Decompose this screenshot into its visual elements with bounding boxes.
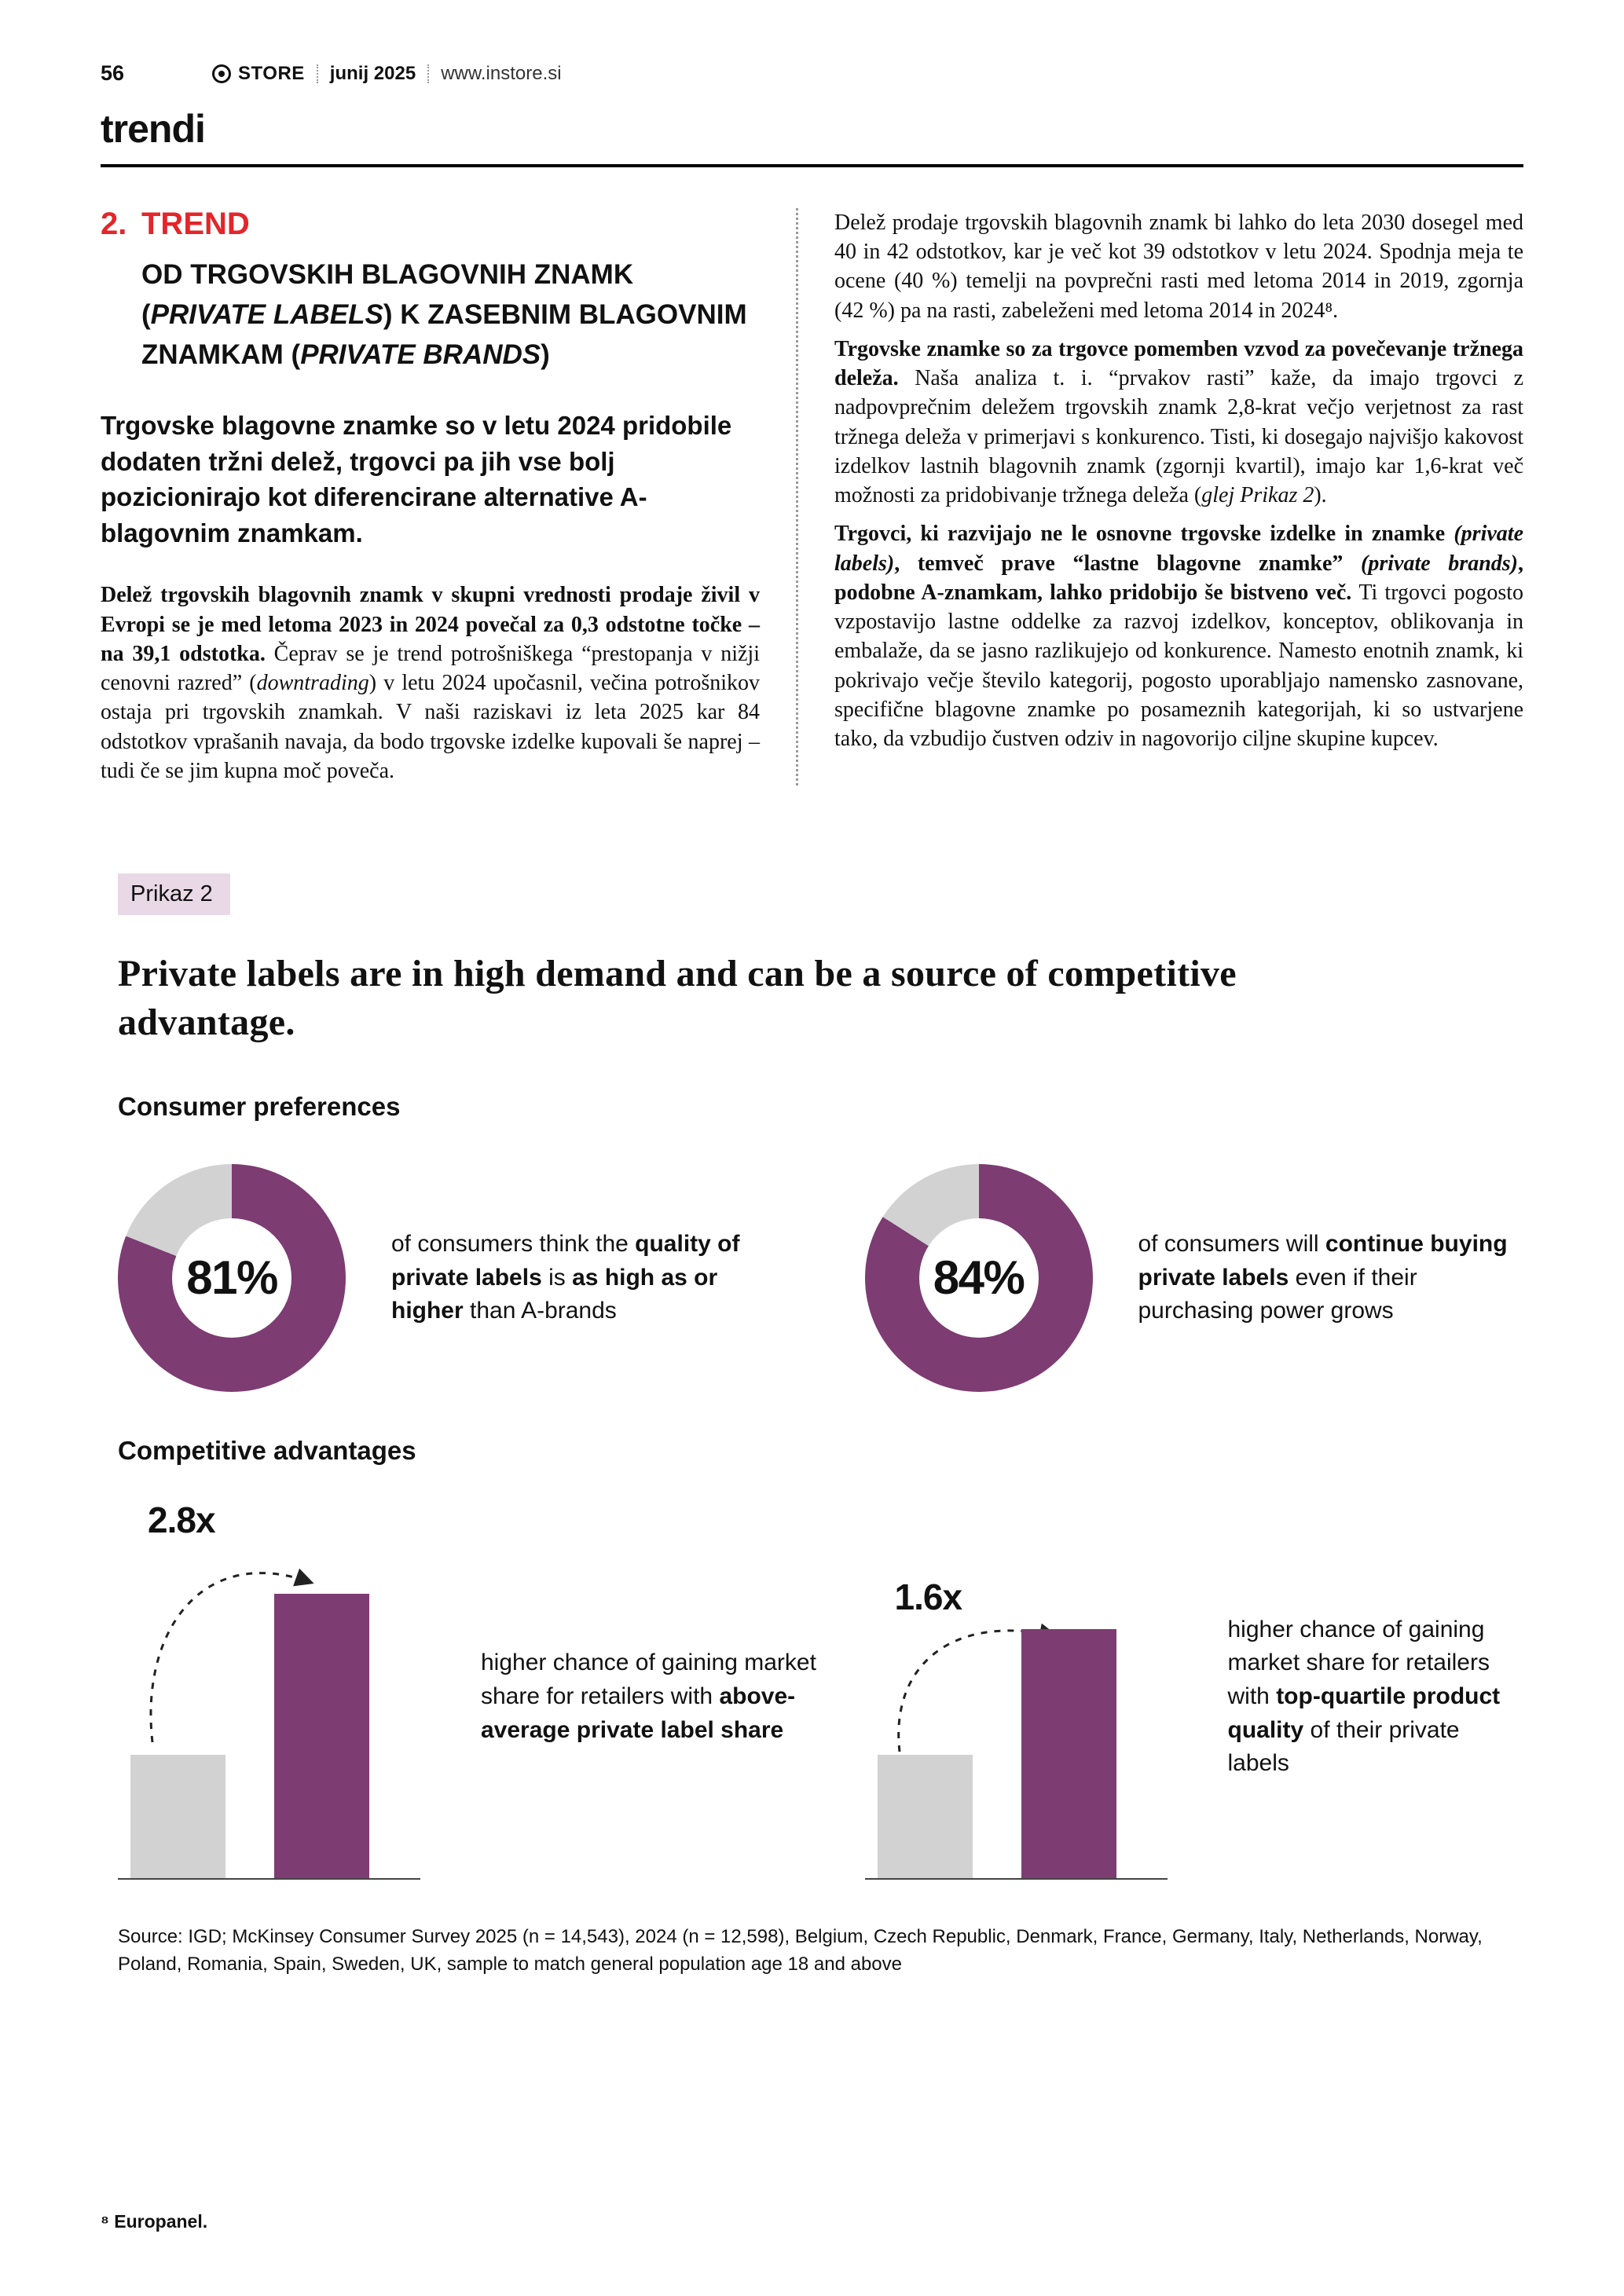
- donut-81-value: 81%: [186, 1251, 277, 1305]
- article-paragraph-left: [101, 580, 760, 785]
- bar-group-1-6x: [865, 1499, 1187, 1880]
- exhibit-prikaz-2: [101, 873, 1523, 1978]
- section-rule: [101, 164, 1523, 167]
- donut-81-caption: [391, 1228, 788, 1328]
- header-divider: [427, 64, 429, 83]
- article-headline: [141, 255, 760, 375]
- source-note: Source: IGD; McKinsey Consumer Survey 2025 (n = 14,543), 2024 (n = 12,598), Belgium, Czech Republic, Denmark, France, Germany, Italy, Netherlands, Norway, Poland, Romania, Spain, Sweden, UK, sample to match general population age 18 and above: [118, 1925, 1483, 1975]
- donut-81-hole: [172, 1218, 291, 1338]
- text-run: continue buying private labels: [1138, 1230, 1508, 1291]
- text-run: higher chance of gaining market share for retailers with: [1227, 1616, 1490, 1709]
- text-run: PRIVATE BRANDS: [300, 339, 541, 370]
- text-run: ): [541, 339, 550, 370]
- section-title: trendi: [101, 107, 205, 151]
- donut-84-ring: [865, 1164, 1093, 1392]
- bar-chart-row: [118, 1499, 1523, 1880]
- bar-chart-1-6x: [821, 1499, 1524, 1880]
- trend-word: TREND: [141, 207, 250, 241]
- article-left-column: [101, 208, 796, 785]
- text-run: (private labels): [834, 522, 1523, 576]
- exhibit-tag: Prikaz 2: [118, 873, 230, 915]
- text-run: (private brands): [1361, 551, 1518, 576]
- bar-baseline: [865, 1629, 1168, 1880]
- masthead: [212, 63, 305, 85]
- text-run: , temveč prave “lastne blagovne znamke”: [894, 551, 1362, 576]
- website-url[interactable]: www.instore.si: [441, 62, 562, 84]
- exhibit-title: Private labels are in high demand and can be a source of competitive advantage.: [118, 953, 1237, 1044]
- text-run: Čeprav se je trend potrošniškega “prestopanja v nižji cenovni razred” (: [101, 641, 760, 696]
- text-run: Delež prodaje trgovskih blagovnih znamk bi lahko do leta 2030 dosegel med 40 in 42 odstotkov, kar je več kot 39 odstotkov v letu 2024. Spodnja meja te ocene (40 %) temelji na povprečni rasti med letoma 2014 in 2019, zgornja (42 %) pa na rasti, zabeleženi med letoma 2014 in 2024⁸.: [834, 211, 1523, 323]
- text-run: glej Prikaz 2: [1201, 483, 1314, 508]
- page-header: [101, 61, 1523, 86]
- text-run: of consumers think the: [391, 1230, 636, 1257]
- donut-84-value: 84%: [933, 1251, 1025, 1305]
- bar-chart-2-8x: [118, 1499, 821, 1880]
- text-run: quality of private labels: [391, 1230, 740, 1291]
- text-run: of consumers will: [1138, 1230, 1325, 1257]
- text-run: than A-brands: [463, 1298, 617, 1324]
- bar-2-8x-value: 2.8x: [148, 1499, 215, 1540]
- text-run: Trgovske znamke so za trgovce pomemben vzvod za povečevanje tržnega deleža.: [834, 336, 1523, 391]
- bar-1-6x-value: 1.6x: [894, 1576, 962, 1617]
- text-run: higher chance of gaining market share for retailers with: [481, 1650, 816, 1709]
- bar-average: [878, 1755, 973, 1878]
- bar-above-average: [274, 1594, 369, 1878]
- donut-chart-row: [118, 1164, 1523, 1392]
- masthead-name: STORE: [238, 62, 305, 84]
- text-run: Naša analiza t. i. “prvakov rasti” kaže, da imajo trgovci z nadpovprečnim deležem trgovskih znamk 2,8-krat večjo verjetnost za rast tržnega deleža v primerjavi s konkurenco. Tisti, ki dosegajo najvišjo kakovost izdelkov lastnih blagovnih znamk (zgornji kvartil), imajo kar 1,6-krat več možnosti za pridobivanje tržnega deleža (: [834, 366, 1523, 508]
- article-paragraph-right-1: [834, 208, 1523, 325]
- text-run: as high as or higher: [391, 1264, 718, 1324]
- text-run: downtrading: [256, 671, 369, 696]
- trend-number: 2.: [101, 207, 127, 241]
- donut-chart-81: [118, 1164, 821, 1392]
- text-run: , podobne A-znamkam, lahko pridobijo še bistveno več.: [834, 551, 1523, 605]
- consumer-preferences-heading: Consumer preferences: [118, 1091, 401, 1121]
- bar-baseline: [118, 1594, 420, 1880]
- donut-84-hole: [919, 1218, 1039, 1338]
- text-run: ) v letu 2024 upočasnil, večina potrošnikov ostaja pri trgovskih znamkah. V naši raziskavi iz leta 2025 kar 84 odstotkov vprašanih navaja, da bodo trgovske izdelke kupovali še naprej – tudi če se jim kupna moč poveča.: [101, 671, 760, 783]
- article-standfirst: Trgovske blagovne znamke so v letu 2024 pridobile dodaten tržni delež, trgovci pa jih vse bolj pozicionirajo kot diferencirane alternative A-blagovnim znamkam.: [101, 411, 732, 547]
- header-divider: [317, 64, 318, 83]
- page-number: 56: [101, 61, 125, 85]
- article-paragraph-right-3: [834, 519, 1523, 753]
- bar-2-8x-caption: [481, 1631, 821, 1747]
- article-paragraph-right-2: [834, 335, 1523, 510]
- text-run: ).: [1314, 483, 1327, 508]
- bar-group-2-8x: [118, 1499, 440, 1880]
- competitive-advantages-heading: Competitive advantages: [118, 1435, 416, 1465]
- bar-1-6x-caption: [1228, 1598, 1524, 1781]
- text-run: ) K ZASEBNIM BLAGOVNIM ZNAMKAM (: [141, 298, 747, 370]
- text-run: top-quartile product quality: [1227, 1683, 1501, 1743]
- text-run: even if their purchasing power grows: [1138, 1264, 1417, 1324]
- article-right-column: [796, 208, 1523, 785]
- text-run: Trgovci, ki razvijajo ne le osnovne trgovske izdelke in znamke: [834, 522, 1454, 547]
- text-run: is: [541, 1264, 573, 1291]
- instore-logo-icon: [212, 64, 231, 83]
- bar-top-quartile: [1021, 1629, 1116, 1878]
- footnote: ⁸ Europanel.: [101, 2211, 208, 2232]
- bar-average: [130, 1755, 225, 1878]
- donut-81-ring: [118, 1164, 346, 1392]
- text-run: Ti trgovci pogosto vzpostavijo lastne oddelke za razvoj izdelkov, konceptov, oblikovanja in embalaže, da se jasno razlikujejo od konkurence. Namesto enotnih znamk, ki pokrivajo večje število kategorij, pogosto uporabljajo namensko zasnovane, specifične blagovne znamke po posameznih kategorijah, ki so ustvarjene tako, da vzbudijo čustven odziv in nagovorijo ciljne skupine kupcev.: [834, 580, 1524, 751]
- text-run: of their private labels: [1227, 1716, 1460, 1777]
- text-run: OD TRGOVSKIH BLAGOVNIH ZNAMK (: [141, 259, 634, 330]
- article-columns: [101, 208, 1523, 785]
- text-run: Delež trgovskih blagovnih znamk v skupni vrednosti prodaje živil v Evropi se je med letoma 2023 in 2024 povečal za 0,3 odstotne točke – na 39,1 odstotka.: [101, 583, 760, 666]
- trend-label: [101, 208, 760, 240]
- donut-84-caption: [1138, 1228, 1524, 1328]
- issue-date: junij 2025: [329, 62, 416, 84]
- donut-chart-84: [821, 1164, 1524, 1392]
- text-run: above-average private label share: [481, 1683, 796, 1743]
- text-run: PRIVATE LABELS: [150, 298, 383, 330]
